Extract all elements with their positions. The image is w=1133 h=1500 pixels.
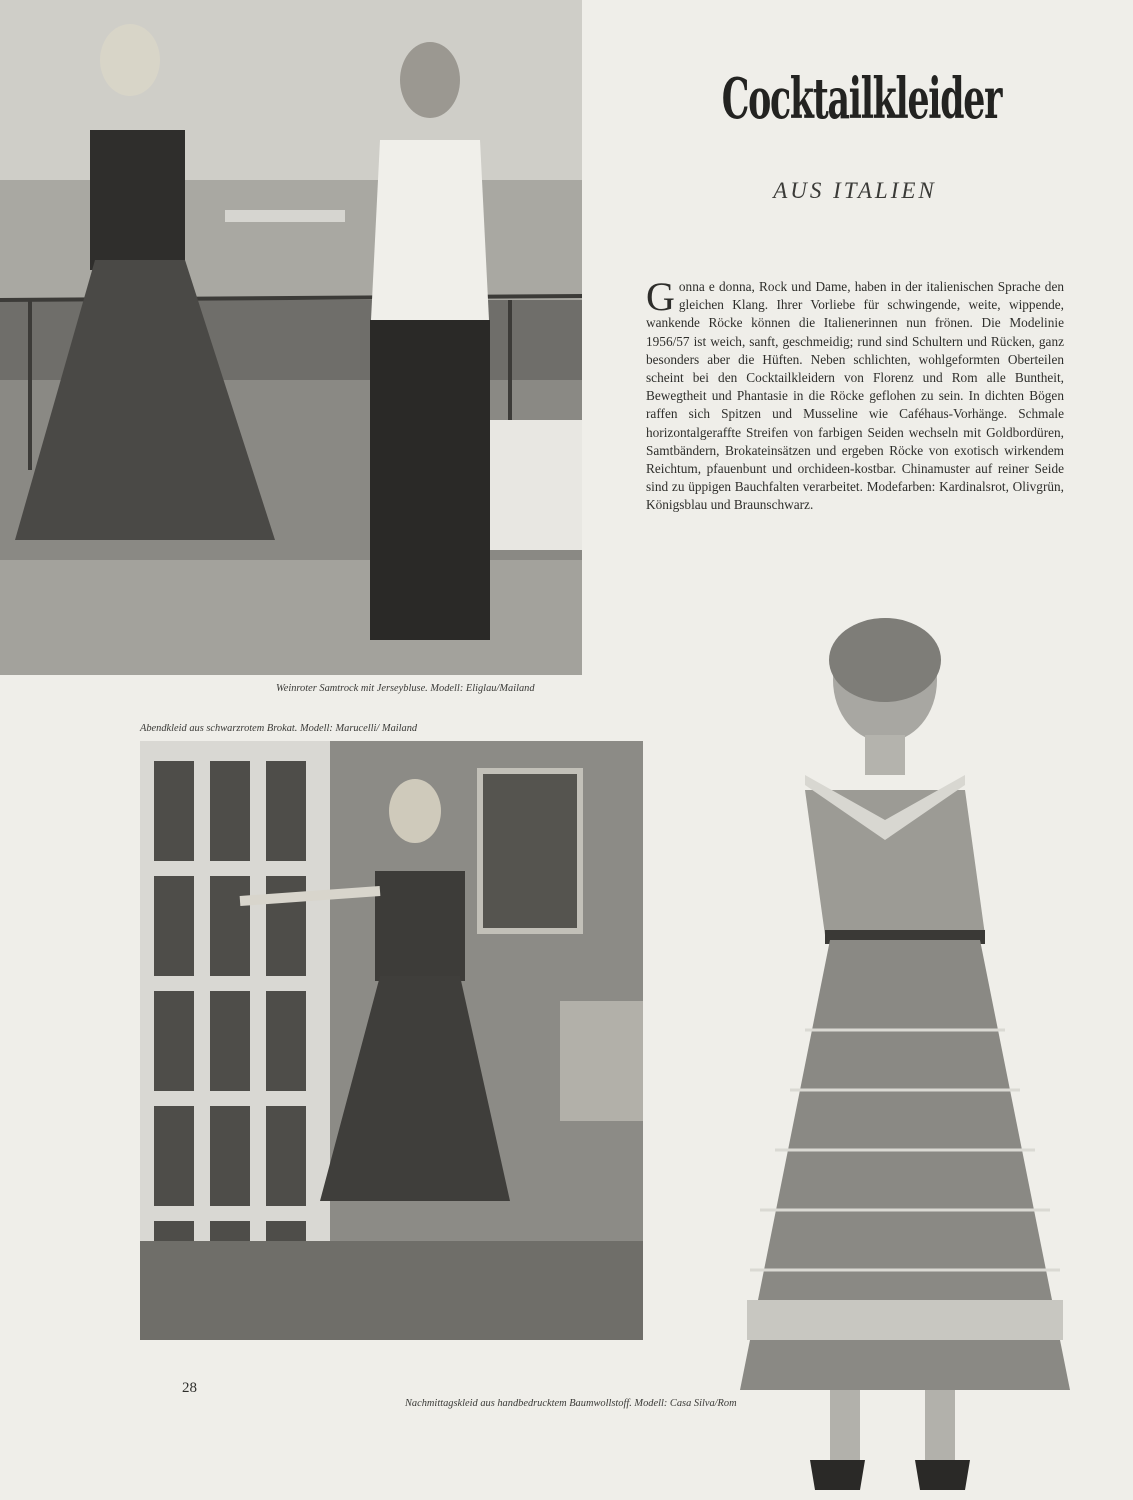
photo-afternoon-dress — [735, 610, 1075, 1500]
article-title: Cocktailkleider — [721, 66, 1002, 132]
photo-evening-illustration — [140, 741, 643, 1340]
photo-terrace-illustration — [0, 0, 582, 675]
photo-evening-dress — [140, 741, 643, 1340]
drop-cap: G — [646, 274, 675, 319]
article-body-text: onna e donna, Rock und Dame, haben in der italienischen Sprache den gleichen Klang. Ihrer Vorliebe für schwingende, weite, wippende, wankende Röcke können die Italienerinnen nun frönen. Die Modelinie 1956/57 ist weich, sanft, geschmeidig; rund sind Schultern und Rücken, ganz besonders aber die Hüften. Neben schlichten, wohlgeformten Oberteilen scheint bei den Cocktailkleidern von Florenz und Rom alle Buntheit, Bewegtheit und Phantasie in die Röcke geflohen zu sein. In dichten Bögen raffen sich Spitzen und Musseline wie Caféhaus-Vorhänge. Schmale horizontalgeraffte Streifen von farbigen Seiden wechseln mit Goldbordüren, Samtbändern, Brokateinsätzen und ergeben Röcke von exotisch wirkendem Reichtum, pfauenbunt und orchideen-kostbar. Chinamuster auf reiner Seide sind zu üppigen Bauchfalten verarbeitet. Modefarben: Kardinalsrot, Olivgrün, Königsblau und Braunschwarz. — [646, 279, 1064, 513]
caption-evening-dress: Abendkleid aus schwarzrotem Brokat. Modell: Marucelli/ Mailand — [140, 723, 418, 734]
page-number: 28 — [182, 1380, 197, 1396]
article-subtitle: AUS ITALIEN — [773, 178, 937, 203]
caption-terrace: Weinroter Samtrock mit Jerseybluse. Modell: Eliglau/Mailand — [276, 683, 535, 694]
photo-terrace-waiter — [0, 0, 582, 675]
caption-afternoon-dress: Nachmittagskleid aus handbedrucktem Baumwollstoff. Modell: Casa Silva/Rom — [405, 1398, 737, 1409]
photo-afternoon-illustration — [735, 610, 1075, 1500]
article-body — [646, 274, 1064, 515]
